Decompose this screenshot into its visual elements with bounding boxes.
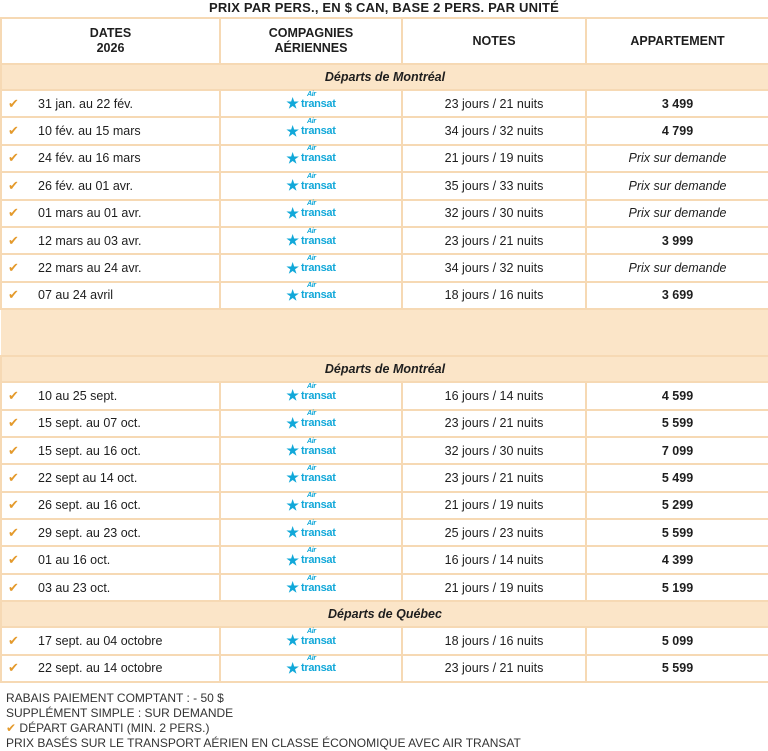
footer-notes: [0, 683, 768, 751]
airline-prefix: Air: [306, 655, 316, 663]
star-icon: ★: [286, 232, 299, 249]
table-row: [1, 282, 768, 309]
notes-cell: 21 jours / 19 nuits: [402, 145, 586, 172]
price-cell: Prix sur demande: [586, 172, 768, 199]
dates-cell: [1, 382, 220, 409]
airline-logo: [286, 145, 336, 167]
airline-name: [300, 492, 336, 512]
star-icon: ★: [286, 387, 299, 404]
airline-logo: [286, 627, 336, 649]
airline-prefix: Air: [306, 410, 316, 418]
notes-cell: 23 jours / 21 nuits: [402, 655, 586, 682]
airline-prefix: Air: [306, 172, 316, 180]
section-header-row: [1, 64, 768, 90]
dates-text: 24 fév. au 16 mars: [38, 151, 141, 166]
dates-cell: [1, 437, 220, 464]
price-cell: 7 099: [586, 437, 768, 464]
table-row: [1, 200, 768, 227]
check-icon: ✔: [8, 415, 19, 431]
airline-name: [300, 464, 336, 484]
section-header-row: [1, 356, 768, 382]
airline-prefix: Air: [306, 627, 316, 635]
dates-cell: [1, 282, 220, 309]
dates-cell: [1, 492, 220, 519]
price-cell: 5 099: [586, 627, 768, 654]
footer-discount: RABAIS PAIEMENT COMPTANT : - 50 $: [6, 691, 224, 706]
table-row: [1, 172, 768, 199]
airline-logo: [286, 464, 336, 486]
footer-transport: PRIX BASÉS SUR LE TRANSPORT AÉRIEN EN CLASSE ÉCONOMIQUE AVEC AIR TRANSAT: [6, 736, 521, 751]
header-airlines: [220, 18, 402, 64]
dates-cell: [1, 254, 220, 281]
star-icon: ★: [286, 286, 299, 303]
star-icon: ★: [286, 414, 299, 431]
airline-cell: [220, 627, 402, 654]
airline-logo: [286, 519, 336, 541]
price-table: [0, 17, 768, 683]
check-icon: ✔: [8, 524, 19, 540]
airline-name-text: transat: [300, 526, 336, 539]
check-icon: ✔: [8, 469, 19, 485]
table-row: [1, 574, 768, 601]
header-apartment: APPARTEMENT: [586, 18, 768, 64]
dates-text: 22 sept. au 14 octobre: [38, 661, 163, 676]
airline-logo: [286, 655, 336, 677]
airline-name-text: transat: [300, 662, 336, 675]
airline-logo: [286, 492, 336, 514]
airline-logo: [286, 547, 336, 569]
price-cell: 3 499: [586, 90, 768, 117]
dates-cell: [1, 574, 220, 601]
airline-prefix: Air: [306, 255, 316, 263]
airline-cell: [220, 519, 402, 546]
check-icon: ✔: [8, 150, 19, 166]
price-cell: 5 299: [586, 492, 768, 519]
price-cell: 5 199: [586, 574, 768, 601]
check-icon: ✔: [8, 232, 19, 248]
airline-name: [300, 574, 336, 594]
dates-text: 31 jan. au 22 fév.: [38, 96, 133, 111]
check-icon: ✔: [8, 123, 19, 139]
star-icon: ★: [286, 469, 299, 486]
airline-cell: [220, 382, 402, 409]
dates-text: 10 fév. au 15 mars: [38, 124, 141, 139]
airline-cell: [220, 90, 402, 117]
section-title: Départs de Montréal: [1, 356, 768, 382]
airline-prefix: Air: [306, 118, 316, 126]
dates-cell: [1, 172, 220, 199]
airline-name: [300, 200, 336, 220]
airline-name: [300, 255, 336, 275]
section-header-row: [1, 601, 768, 627]
notes-cell: 23 jours / 21 nuits: [402, 90, 586, 117]
header-row: [1, 18, 768, 64]
price-cell: 3 999: [586, 227, 768, 254]
star-icon: ★: [286, 177, 299, 194]
airline-name-text: transat: [300, 179, 336, 192]
airline-name-text: transat: [300, 97, 336, 110]
table-row: [1, 90, 768, 117]
table-row: [1, 519, 768, 546]
dates-text: 12 mars au 03 avr.: [38, 233, 142, 248]
table-row: [1, 227, 768, 254]
check-icon: ✔: [8, 552, 19, 568]
airline-cell: [220, 437, 402, 464]
price-cell: 5 599: [586, 519, 768, 546]
check-icon: ✔: [8, 442, 19, 458]
table-row: [1, 410, 768, 437]
dates-text: 22 mars au 24 avr.: [38, 261, 142, 276]
airline-cell: [220, 172, 402, 199]
price-cell: Prix sur demande: [586, 200, 768, 227]
dates-cell: [1, 627, 220, 654]
airline-name-text: transat: [300, 471, 336, 484]
airline-name: [300, 627, 336, 647]
airline-logo: [286, 90, 336, 112]
dates-cell: [1, 227, 220, 254]
airline-logo: [286, 172, 336, 194]
check-icon: ✔: [8, 177, 19, 193]
price-cell: 4 799: [586, 117, 768, 144]
dates-text: 29 sept. au 23 oct.: [38, 525, 141, 540]
notes-cell: 21 jours / 19 nuits: [402, 574, 586, 601]
star-icon: ★: [286, 95, 299, 112]
airline-name: [300, 437, 336, 457]
table-row: [1, 145, 768, 172]
airline-name: [300, 172, 336, 192]
price-cell: 4 599: [586, 382, 768, 409]
airline-name-text: transat: [300, 125, 336, 138]
price-cell: Prix sur demande: [586, 145, 768, 172]
notes-cell: 25 jours / 23 nuits: [402, 519, 586, 546]
notes-cell: 16 jours / 14 nuits: [402, 546, 586, 573]
airline-logo: [286, 382, 336, 404]
airline-logo: [286, 282, 336, 304]
airline-prefix: Air: [306, 464, 316, 472]
notes-cell: 23 jours / 21 nuits: [402, 464, 586, 491]
airline-prefix: Air: [306, 574, 316, 582]
table-caption: PRIX PAR PERS., EN $ CAN, BASE 2 PERS. PAR UNITÉ: [208, 0, 560, 15]
check-icon: ✔: [8, 632, 19, 648]
airline-name: [300, 118, 336, 138]
dates-cell: [1, 117, 220, 144]
dates-text: 15 sept. au 16 oct.: [38, 443, 141, 458]
airline-cell: [220, 145, 402, 172]
table-row: [1, 117, 768, 144]
check-icon: ✔: [8, 287, 19, 303]
table-row: [1, 546, 768, 573]
airline-name: [300, 145, 336, 165]
notes-cell: 32 jours / 30 nuits: [402, 437, 586, 464]
notes-cell: 32 jours / 30 nuits: [402, 200, 586, 227]
notes-cell: 34 jours / 32 nuits: [402, 117, 586, 144]
dates-cell: [1, 200, 220, 227]
section-spacer: [1, 309, 768, 356]
notes-cell: 23 jours / 21 nuits: [402, 227, 586, 254]
section-title: Départs de Québec: [1, 601, 768, 627]
notes-cell: 34 jours / 32 nuits: [402, 254, 586, 281]
table-row: [1, 627, 768, 654]
star-icon: ★: [286, 149, 299, 166]
header-airlines-line1: COMPAGNIES: [268, 26, 354, 40]
star-icon: ★: [286, 259, 299, 276]
airline-name-text: transat: [300, 262, 336, 275]
airline-name-text: transat: [300, 444, 336, 457]
airline-logo: [286, 255, 336, 277]
check-icon: ✔: [6, 721, 17, 736]
airline-prefix: Air: [306, 200, 316, 208]
airline-logo: [286, 227, 336, 249]
dates-cell: [1, 410, 220, 437]
dates-text: 15 sept. au 07 oct.: [38, 416, 141, 431]
header-notes: NOTES: [402, 18, 586, 64]
airline-cell: [220, 410, 402, 437]
airline-logo: [286, 118, 336, 140]
star-icon: ★: [286, 659, 299, 676]
airline-name: [300, 282, 336, 302]
airline-name: [300, 547, 336, 567]
airline-cell: [220, 492, 402, 519]
table-row: [1, 254, 768, 281]
header-dates-line2: 2026: [96, 41, 125, 55]
dates-text: 17 sept. au 04 octobre: [38, 633, 163, 648]
check-icon: ✔: [8, 579, 19, 595]
airline-logo: [286, 437, 336, 459]
dates-text: 26 fév. au 01 avr.: [38, 178, 133, 193]
airline-name: [300, 90, 336, 110]
airline-name-text: transat: [300, 234, 336, 247]
price-cell: 5 499: [586, 464, 768, 491]
star-icon: ★: [286, 122, 299, 139]
airline-prefix: Air: [306, 227, 316, 235]
notes-cell: 18 jours / 16 nuits: [402, 282, 586, 309]
airline-name: [300, 519, 336, 539]
dates-cell: [1, 546, 220, 573]
airline-name-text: transat: [300, 581, 336, 594]
price-cell: 4 399: [586, 546, 768, 573]
dates-cell: [1, 145, 220, 172]
price-cell: 5 599: [586, 655, 768, 682]
footer-guaranteed-text: DÉPART GARANTI (MIN. 2 PERS.): [19, 721, 210, 736]
airline-prefix: Air: [306, 90, 316, 98]
check-icon: ✔: [8, 497, 19, 513]
airline-name-text: transat: [300, 417, 336, 430]
notes-cell: 16 jours / 14 nuits: [402, 382, 586, 409]
airline-prefix: Air: [306, 492, 316, 500]
airline-logo: [286, 574, 336, 596]
table-body: [1, 64, 768, 682]
dates-text: 01 au 16 oct.: [38, 553, 111, 568]
table-row: [1, 437, 768, 464]
dates-text: 01 mars au 01 avr.: [38, 206, 142, 221]
airline-prefix: Air: [306, 519, 316, 527]
price-cell: 5 599: [586, 410, 768, 437]
dates-text: 03 au 23 oct.: [38, 580, 111, 595]
dates-cell: [1, 655, 220, 682]
airline-cell: [220, 282, 402, 309]
airline-name: [300, 655, 336, 675]
table-row: [1, 492, 768, 519]
header-airlines-line2: AÉRIENNES: [274, 41, 348, 55]
check-icon: ✔: [8, 660, 19, 676]
price-cell: Prix sur demande: [586, 254, 768, 281]
airline-cell: [220, 546, 402, 573]
airline-prefix: Air: [306, 145, 316, 153]
dates-text: 26 sept. au 16 oct.: [38, 498, 141, 513]
dates-text: 22 sept au 14 oct.: [38, 470, 138, 485]
star-icon: ★: [286, 524, 299, 541]
airline-cell: [220, 464, 402, 491]
star-icon: ★: [286, 204, 299, 221]
star-icon: ★: [286, 442, 299, 459]
table-row: [1, 655, 768, 682]
dates-text: 10 au 25 sept.: [38, 388, 118, 403]
price-cell: 3 699: [586, 282, 768, 309]
notes-cell: 21 jours / 19 nuits: [402, 492, 586, 519]
airline-name: [300, 227, 336, 247]
airline-prefix: Air: [306, 437, 316, 445]
airline-name-text: transat: [300, 289, 336, 302]
airline-name-text: transat: [300, 634, 336, 647]
star-icon: ★: [286, 496, 299, 513]
airline-prefix: Air: [306, 547, 316, 555]
check-icon: ✔: [8, 387, 19, 403]
star-icon: ★: [286, 579, 299, 596]
star-icon: ★: [286, 632, 299, 649]
airline-cell: [220, 227, 402, 254]
airline-cell: [220, 117, 402, 144]
footer-supplement: SUPPLÉMENT SIMPLE : SUR DEMANDE: [6, 706, 234, 721]
airline-name: [300, 382, 336, 402]
airline-name-text: transat: [300, 207, 336, 220]
check-icon: ✔: [8, 260, 19, 276]
check-icon: ✔: [8, 95, 19, 111]
airline-name: [300, 410, 336, 430]
check-icon: ✔: [8, 205, 19, 221]
airline-name-text: transat: [300, 554, 336, 567]
notes-cell: 18 jours / 16 nuits: [402, 627, 586, 654]
star-icon: ★: [286, 551, 299, 568]
footer-guaranteed: [6, 721, 768, 736]
airline-cell: [220, 655, 402, 682]
airline-name-text: transat: [300, 389, 336, 402]
dates-cell: [1, 519, 220, 546]
airline-logo: [286, 410, 336, 432]
airline-logo: [286, 200, 336, 222]
table-row: [1, 382, 768, 409]
airline-cell: [220, 254, 402, 281]
notes-cell: 35 jours / 33 nuits: [402, 172, 586, 199]
header-dates: [1, 18, 220, 64]
airline-cell: [220, 200, 402, 227]
airline-name-text: transat: [300, 152, 336, 165]
airline-name-text: transat: [300, 499, 336, 512]
spacer-cell: [1, 309, 768, 356]
dates-cell: [1, 464, 220, 491]
table-row: [1, 464, 768, 491]
section-title: Départs de Montréal: [1, 64, 768, 90]
airline-cell: [220, 574, 402, 601]
notes-cell: 23 jours / 21 nuits: [402, 410, 586, 437]
dates-cell: [1, 90, 220, 117]
header-dates-line1: DATES: [89, 26, 132, 40]
airline-prefix: Air: [306, 282, 316, 290]
dates-text: 07 au 24 avril: [38, 288, 114, 303]
airline-prefix: Air: [306, 382, 316, 390]
